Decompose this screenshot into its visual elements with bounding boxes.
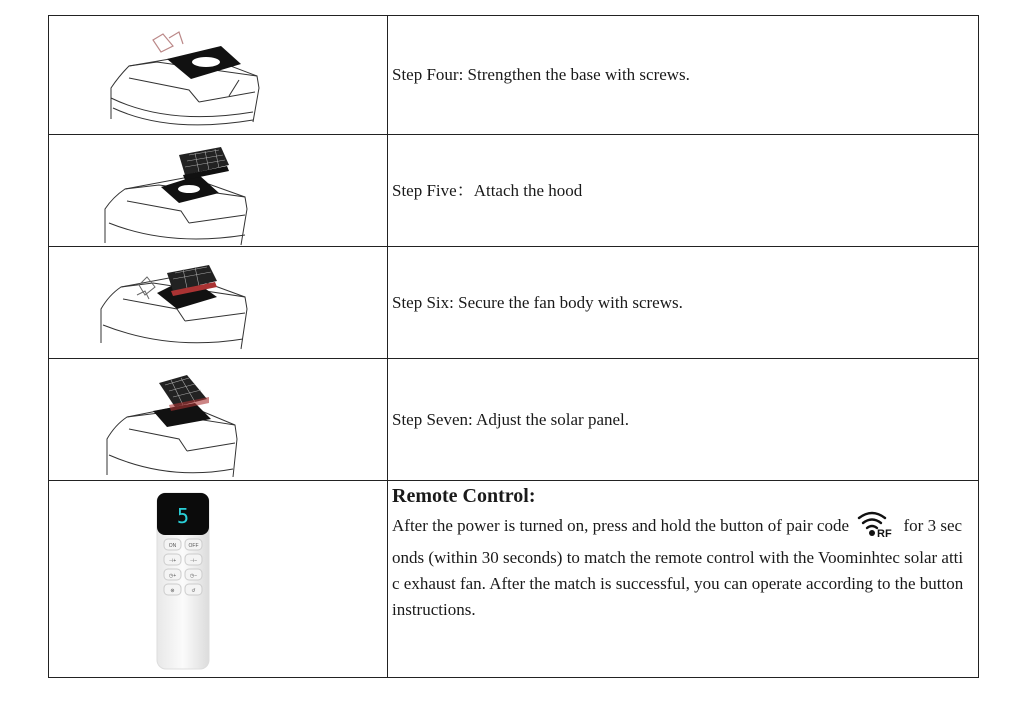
remote-text-before: After the power is turned on, press and hold the button of pair code: [392, 516, 849, 535]
step-seven-illustration: [49, 359, 388, 481]
step-row: [49, 359, 979, 481]
instruction-table: [48, 15, 979, 678]
remote-row: [49, 481, 979, 678]
step-six-illustration: [49, 247, 388, 359]
remote-title: Remote Control:: [392, 485, 536, 507]
remote-button-on[interactable]: ON: [168, 543, 177, 549]
step-five-illustration: [49, 135, 388, 247]
remote-text-after: for 3 seconds (within 30 seconds) to match the remote control with the Voominhtec solar attic exhaust fan. After the match is successful, you can operate according to the button instructions.: [392, 516, 964, 619]
step-four-text: Step Four: Strengthen the base with screws.: [388, 16, 979, 135]
remote-illustration: [49, 481, 388, 678]
remote-button-timer-up[interactable]: ◷+: [168, 573, 177, 579]
step-row: [49, 247, 979, 359]
remote-button-fan-down[interactable]: ⊣−: [189, 558, 198, 564]
rf-label: RF: [877, 528, 892, 537]
step-six-text: Step Six: Secure the fan body with screws.: [388, 247, 979, 359]
remote-display-digit: 5: [176, 504, 190, 528]
wifi-rf-icon: [855, 509, 899, 545]
step-five-text: Step Five：Attach the hood: [388, 135, 979, 247]
step-four-illustration: [49, 16, 388, 135]
remote-button-off[interactable]: OFF: [188, 543, 199, 549]
remote-description: [392, 509, 970, 623]
step-seven-text: Step Seven: Adjust the solar panel.: [388, 359, 979, 481]
remote-button-timer-down[interactable]: ◷−: [189, 573, 198, 579]
step-row: [49, 16, 979, 135]
remote-button-cycle[interactable]: ↺: [191, 588, 196, 594]
step-row: [49, 135, 979, 247]
remote-text-cell: [388, 481, 979, 678]
remote-button-mode[interactable]: ⊛: [170, 588, 175, 594]
remote-button-fan-up[interactable]: ⊣+: [168, 558, 177, 564]
